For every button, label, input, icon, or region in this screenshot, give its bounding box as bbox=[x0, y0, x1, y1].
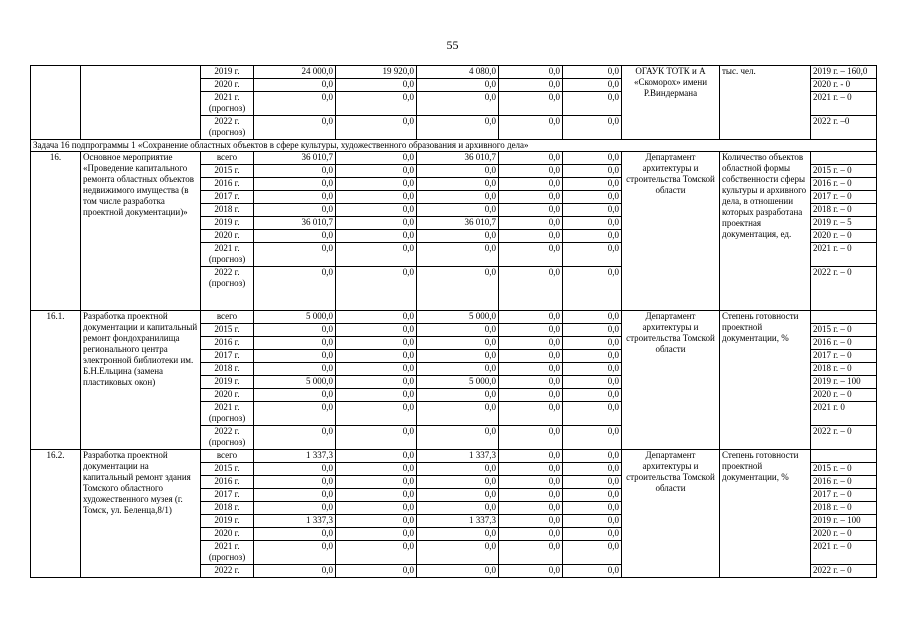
indicator-value-cell: 2015 г. – 0 bbox=[811, 165, 877, 178]
year-cell: 2020 г. bbox=[201, 528, 254, 541]
indicator-value-cell: 2018 г. – 0 bbox=[811, 502, 877, 515]
value-cell: 0,0 bbox=[417, 204, 499, 217]
value-cell: 0,0 bbox=[417, 337, 499, 350]
value-cell: 0,0 bbox=[336, 541, 417, 565]
year-cell: 2021 г. (прогноз) bbox=[201, 92, 254, 116]
value-cell: 0,0 bbox=[563, 178, 622, 191]
value-cell: 0,0 bbox=[336, 324, 417, 337]
year-cell: 2018 г. bbox=[201, 363, 254, 376]
value-cell: 0,0 bbox=[336, 230, 417, 243]
value-cell: 0,0 bbox=[563, 230, 622, 243]
value-cell: 0,0 bbox=[417, 116, 499, 140]
value-cell: 0,0 bbox=[563, 79, 622, 92]
value-cell: 0,0 bbox=[417, 565, 499, 578]
value-cell: 0,0 bbox=[563, 463, 622, 476]
indicator-value-cell bbox=[811, 311, 877, 324]
indicator-value-cell: 2022 г. – 0 bbox=[811, 565, 877, 578]
value-cell: 0,0 bbox=[499, 489, 563, 502]
indicator-value-cell: 2017 г. – 0 bbox=[811, 489, 877, 502]
value-cell: 0,0 bbox=[417, 178, 499, 191]
event-name-cell bbox=[81, 66, 201, 140]
value-cell: 0,0 bbox=[417, 243, 499, 267]
indicator-value-cell: 2017 г. – 0 bbox=[811, 350, 877, 363]
value-cell: 0,0 bbox=[499, 476, 563, 489]
value-cell: 0,0 bbox=[563, 402, 622, 426]
value-cell: 5 000,0 bbox=[254, 376, 336, 389]
value-cell: 0,0 bbox=[499, 350, 563, 363]
event-name-cell: Основное мероприятие «Проведение капитального ремонта областных объектов недвижимого имущества (в том числе разработка проектной документации)» bbox=[81, 152, 201, 311]
value-cell: 0,0 bbox=[417, 267, 499, 311]
value-cell: 0,0 bbox=[254, 116, 336, 140]
value-cell: 0,0 bbox=[563, 515, 622, 528]
year-cell: 2015 г. bbox=[201, 165, 254, 178]
value-cell: 0,0 bbox=[336, 204, 417, 217]
value-cell: 0,0 bbox=[336, 243, 417, 267]
value-cell: 0,0 bbox=[563, 502, 622, 515]
value-cell: 1 337,3 bbox=[417, 515, 499, 528]
value-cell: 0,0 bbox=[254, 178, 336, 191]
value-cell: 0,0 bbox=[254, 191, 336, 204]
page-number: 55 bbox=[446, 38, 459, 52]
indicator-value-cell: 2019 г. – 5 bbox=[811, 217, 877, 230]
value-cell: 0,0 bbox=[336, 191, 417, 204]
year-cell: 2019 г. bbox=[201, 66, 254, 79]
indicator-value-cell: 2020 г. – 0 bbox=[811, 389, 877, 402]
value-cell: 0,0 bbox=[336, 267, 417, 311]
value-cell: 0,0 bbox=[417, 165, 499, 178]
value-cell: 0,0 bbox=[254, 350, 336, 363]
value-cell: 0,0 bbox=[336, 528, 417, 541]
value-cell: 0,0 bbox=[499, 337, 563, 350]
value-cell: 0,0 bbox=[336, 450, 417, 463]
value-cell: 0,0 bbox=[336, 350, 417, 363]
value-cell: 0,0 bbox=[336, 152, 417, 165]
value-cell: 0,0 bbox=[499, 376, 563, 389]
executor-cell: Департамент архитектуры и строительства Томской области bbox=[622, 311, 720, 450]
indicator-value-cell bbox=[811, 450, 877, 463]
table-row bbox=[31, 311, 877, 324]
value-cell: 0,0 bbox=[563, 204, 622, 217]
value-cell: 0,0 bbox=[254, 565, 336, 578]
year-cell: 2022 г. (прогноз) bbox=[201, 267, 254, 311]
indicator-value-cell: 2021 г. – 0 bbox=[811, 541, 877, 565]
value-cell: 0,0 bbox=[499, 92, 563, 116]
value-cell: 0,0 bbox=[254, 267, 336, 311]
indicator-cell: Степень готовности проектной документации, % bbox=[720, 450, 811, 578]
value-cell: 0,0 bbox=[417, 426, 499, 450]
year-cell: 2019 г. bbox=[201, 376, 254, 389]
year-cell: 2015 г. bbox=[201, 324, 254, 337]
value-cell: 0,0 bbox=[563, 363, 622, 376]
value-cell: 0,0 bbox=[336, 337, 417, 350]
value-cell: 0,0 bbox=[499, 116, 563, 140]
value-cell: 0,0 bbox=[254, 363, 336, 376]
table-row bbox=[31, 152, 877, 165]
value-cell: 0,0 bbox=[499, 528, 563, 541]
value-cell: 0,0 bbox=[417, 402, 499, 426]
value-cell: 1 337,3 bbox=[254, 515, 336, 528]
value-cell: 0,0 bbox=[563, 116, 622, 140]
value-cell: 0,0 bbox=[417, 502, 499, 515]
value-cell: 0,0 bbox=[417, 489, 499, 502]
value-cell: 0,0 bbox=[336, 463, 417, 476]
value-cell: 5 000,0 bbox=[254, 311, 336, 324]
row-number-cell bbox=[31, 66, 81, 140]
value-cell: 0,0 bbox=[417, 79, 499, 92]
value-cell: 0,0 bbox=[336, 116, 417, 140]
value-cell: 0,0 bbox=[417, 541, 499, 565]
value-cell: 0,0 bbox=[563, 92, 622, 116]
value-cell: 0,0 bbox=[563, 450, 622, 463]
indicator-value-cell: 2018 г. – 0 bbox=[811, 204, 877, 217]
value-cell: 0,0 bbox=[254, 476, 336, 489]
value-cell: 0,0 bbox=[563, 350, 622, 363]
value-cell: 0,0 bbox=[499, 165, 563, 178]
value-cell: 0,0 bbox=[499, 152, 563, 165]
value-cell: 0,0 bbox=[254, 528, 336, 541]
event-name-cell: Разработка проектной документации и капитальный ремонт фондохранилища регионального центра электронной библиотеки им. Б.Н.Ельцина (замена пластиковых окон) bbox=[81, 311, 201, 450]
value-cell: 0,0 bbox=[336, 502, 417, 515]
program-table bbox=[30, 65, 877, 578]
indicator-value-cell: 2021 г. – 0 bbox=[811, 243, 877, 267]
value-cell: 0,0 bbox=[417, 324, 499, 337]
value-cell: 0,0 bbox=[254, 541, 336, 565]
value-cell: 0,0 bbox=[563, 565, 622, 578]
value-cell: 0,0 bbox=[336, 376, 417, 389]
table-row bbox=[31, 66, 877, 79]
indicator-value-cell: 2022 г. – 0 bbox=[811, 267, 877, 311]
value-cell: 0,0 bbox=[563, 528, 622, 541]
value-cell: 0,0 bbox=[254, 402, 336, 426]
indicator-value-cell: 2015 г. – 0 bbox=[811, 324, 877, 337]
value-cell: 0,0 bbox=[254, 463, 336, 476]
year-cell: 2020 г. bbox=[201, 389, 254, 402]
event-name-cell: Разработка проектной документации на капитальный ремонт здания Томского областного художественного музея (г. Томск, ул. Беленца,8/1) bbox=[81, 450, 201, 578]
value-cell: 0,0 bbox=[336, 489, 417, 502]
year-cell: 2021 г. (прогноз) bbox=[201, 541, 254, 565]
value-cell: 0,0 bbox=[563, 152, 622, 165]
value-cell: 0,0 bbox=[563, 426, 622, 450]
indicator-value-cell bbox=[811, 152, 877, 165]
value-cell: 0,0 bbox=[563, 311, 622, 324]
value-cell: 0,0 bbox=[417, 191, 499, 204]
year-cell: всего bbox=[201, 450, 254, 463]
year-cell: 2022 г. bbox=[201, 565, 254, 578]
value-cell: 0,0 bbox=[417, 389, 499, 402]
value-cell: 19 920,0 bbox=[336, 66, 417, 79]
year-cell: 2020 г. bbox=[201, 79, 254, 92]
year-cell: 2016 г. bbox=[201, 476, 254, 489]
value-cell: 0,0 bbox=[417, 463, 499, 476]
value-cell: 0,0 bbox=[254, 502, 336, 515]
indicator-value-cell: 2016 г. – 0 bbox=[811, 337, 877, 350]
year-cell: 2016 г. bbox=[201, 337, 254, 350]
year-cell: 2022 г. (прогноз) bbox=[201, 116, 254, 140]
value-cell: 0,0 bbox=[254, 204, 336, 217]
value-cell: 0,0 bbox=[499, 565, 563, 578]
value-cell: 0,0 bbox=[417, 230, 499, 243]
value-cell: 36 010,7 bbox=[254, 217, 336, 230]
value-cell: 0,0 bbox=[563, 243, 622, 267]
indicator-value-cell: 2018 г. – 0 bbox=[811, 363, 877, 376]
value-cell: 0,0 bbox=[563, 389, 622, 402]
value-cell: 0,0 bbox=[417, 350, 499, 363]
indicator-value-cell: 2020 г. - 0 bbox=[811, 79, 877, 92]
value-cell: 0,0 bbox=[336, 178, 417, 191]
value-cell: 0,0 bbox=[336, 389, 417, 402]
value-cell: 0,0 bbox=[254, 92, 336, 116]
value-cell: 0,0 bbox=[499, 502, 563, 515]
value-cell: 0,0 bbox=[499, 79, 563, 92]
year-cell: 2021 г. (прогноз) bbox=[201, 243, 254, 267]
value-cell: 0,0 bbox=[254, 324, 336, 337]
value-cell: 0,0 bbox=[499, 426, 563, 450]
year-cell: 2019 г. bbox=[201, 515, 254, 528]
row-number-cell: 16.2. bbox=[31, 450, 81, 578]
year-cell: всего bbox=[201, 152, 254, 165]
indicator-value-cell: 2016 г. – 0 bbox=[811, 178, 877, 191]
year-cell: 2018 г. bbox=[201, 502, 254, 515]
row-number-cell: 16.1. bbox=[31, 311, 81, 450]
value-cell: 0,0 bbox=[336, 565, 417, 578]
task-row bbox=[31, 140, 877, 152]
year-cell: 2020 г. bbox=[201, 230, 254, 243]
value-cell: 0,0 bbox=[563, 191, 622, 204]
value-cell: 0,0 bbox=[254, 389, 336, 402]
indicator-value-cell: 2019 г. – 160,0 bbox=[811, 66, 877, 79]
task-title: Задача 16 подпрограммы 1 «Сохранение областных объектов в сфере культуры, художественного образования и архивного дела» bbox=[31, 140, 877, 152]
value-cell: 0,0 bbox=[336, 363, 417, 376]
value-cell: 0,0 bbox=[336, 426, 417, 450]
indicator-value-cell: 2019 г. – 100 bbox=[811, 376, 877, 389]
value-cell: 0,0 bbox=[336, 311, 417, 324]
year-cell: 2017 г. bbox=[201, 191, 254, 204]
value-cell: 0,0 bbox=[563, 489, 622, 502]
year-cell: 2021 г. (прогноз) bbox=[201, 402, 254, 426]
value-cell: 0,0 bbox=[499, 450, 563, 463]
value-cell: 0,0 bbox=[499, 515, 563, 528]
year-cell: 2017 г. bbox=[201, 489, 254, 502]
value-cell: 0,0 bbox=[499, 267, 563, 311]
value-cell: 5 000,0 bbox=[417, 311, 499, 324]
value-cell: 0,0 bbox=[499, 217, 563, 230]
value-cell: 0,0 bbox=[254, 337, 336, 350]
indicator-value-cell: 2022 г. –0 bbox=[811, 116, 877, 140]
value-cell: 0,0 bbox=[336, 476, 417, 489]
value-cell: 0,0 bbox=[336, 79, 417, 92]
value-cell: 0,0 bbox=[499, 463, 563, 476]
indicator-value-cell: 2017 г. – 0 bbox=[811, 191, 877, 204]
indicator-value-cell: 2016 г. – 0 bbox=[811, 476, 877, 489]
value-cell: 1 337,3 bbox=[417, 450, 499, 463]
indicator-value-cell: 2020 г. – 0 bbox=[811, 230, 877, 243]
value-cell: 0,0 bbox=[417, 528, 499, 541]
value-cell: 0,0 bbox=[499, 363, 563, 376]
table-row bbox=[31, 450, 877, 463]
value-cell: 0,0 bbox=[563, 337, 622, 350]
value-cell: 0,0 bbox=[499, 324, 563, 337]
value-cell: 0,0 bbox=[563, 541, 622, 565]
value-cell: 0,0 bbox=[563, 376, 622, 389]
value-cell: 0,0 bbox=[336, 217, 417, 230]
value-cell: 1 337,3 bbox=[254, 450, 336, 463]
value-cell: 0,0 bbox=[499, 178, 563, 191]
value-cell: 4 080,0 bbox=[417, 66, 499, 79]
indicator-cell: тыс. чел. bbox=[720, 66, 811, 140]
value-cell: 0,0 bbox=[499, 230, 563, 243]
value-cell: 0,0 bbox=[499, 191, 563, 204]
value-cell: 36 010,7 bbox=[417, 152, 499, 165]
value-cell: 0,0 bbox=[417, 363, 499, 376]
value-cell: 0,0 bbox=[254, 230, 336, 243]
value-cell: 24 000,0 bbox=[254, 66, 336, 79]
value-cell: 0,0 bbox=[563, 324, 622, 337]
year-cell: 2016 г. bbox=[201, 178, 254, 191]
value-cell: 0,0 bbox=[417, 476, 499, 489]
executor-cell: Департамент архитектуры и строительства Томской области bbox=[622, 450, 720, 578]
value-cell: 0,0 bbox=[336, 402, 417, 426]
year-cell: 2019 г. bbox=[201, 217, 254, 230]
indicator-cell: Количество объектов областной формы собственности сферы культуры и архивного дела, в отношении которых разработана проектная документация, ед. bbox=[720, 152, 811, 311]
indicator-cell: Степень готовности проектной документации, % bbox=[720, 311, 811, 450]
indicator-value-cell: 2015 г. – 0 bbox=[811, 463, 877, 476]
value-cell: 0,0 bbox=[499, 243, 563, 267]
indicator-value-cell: 2020 г. – 0 bbox=[811, 528, 877, 541]
value-cell: 0,0 bbox=[563, 217, 622, 230]
executor-cell: ОГАУК ТОТК и А «Скоморох» имени Р.Виндермана bbox=[622, 66, 720, 140]
value-cell: 0,0 bbox=[417, 92, 499, 116]
value-cell: 0,0 bbox=[254, 79, 336, 92]
indicator-value-cell: 2022 г. – 0 bbox=[811, 426, 877, 450]
indicator-value-cell: 2021 г. – 0 bbox=[811, 92, 877, 116]
year-cell: 2022 г. (прогноз) bbox=[201, 426, 254, 450]
row-number-cell: 16. bbox=[31, 152, 81, 311]
year-cell: 2017 г. bbox=[201, 350, 254, 363]
value-cell: 0,0 bbox=[336, 165, 417, 178]
value-cell: 0,0 bbox=[336, 515, 417, 528]
value-cell: 36 010,7 bbox=[254, 152, 336, 165]
value-cell: 0,0 bbox=[254, 165, 336, 178]
year-cell: 2018 г. bbox=[201, 204, 254, 217]
executor-cell: Департамент архитектуры и строительства Томской области bbox=[622, 152, 720, 311]
value-cell: 0,0 bbox=[499, 311, 563, 324]
value-cell: 0,0 bbox=[563, 66, 622, 79]
value-cell: 0,0 bbox=[499, 204, 563, 217]
value-cell: 0,0 bbox=[563, 476, 622, 489]
value-cell: 0,0 bbox=[254, 243, 336, 267]
value-cell: 0,0 bbox=[336, 92, 417, 116]
value-cell: 0,0 bbox=[499, 541, 563, 565]
value-cell: 0,0 bbox=[499, 389, 563, 402]
value-cell: 0,0 bbox=[254, 426, 336, 450]
value-cell: 0,0 bbox=[499, 402, 563, 426]
value-cell: 0,0 bbox=[563, 165, 622, 178]
year-cell: 2015 г. bbox=[201, 463, 254, 476]
value-cell: 5 000,0 bbox=[417, 376, 499, 389]
value-cell: 0,0 bbox=[563, 267, 622, 311]
value-cell: 0,0 bbox=[254, 489, 336, 502]
value-cell: 36 010,7 bbox=[417, 217, 499, 230]
year-cell: всего bbox=[201, 311, 254, 324]
indicator-value-cell: 2019 г. – 100 bbox=[811, 515, 877, 528]
indicator-value-cell: 2021 г. 0 bbox=[811, 402, 877, 426]
value-cell: 0,0 bbox=[499, 66, 563, 79]
